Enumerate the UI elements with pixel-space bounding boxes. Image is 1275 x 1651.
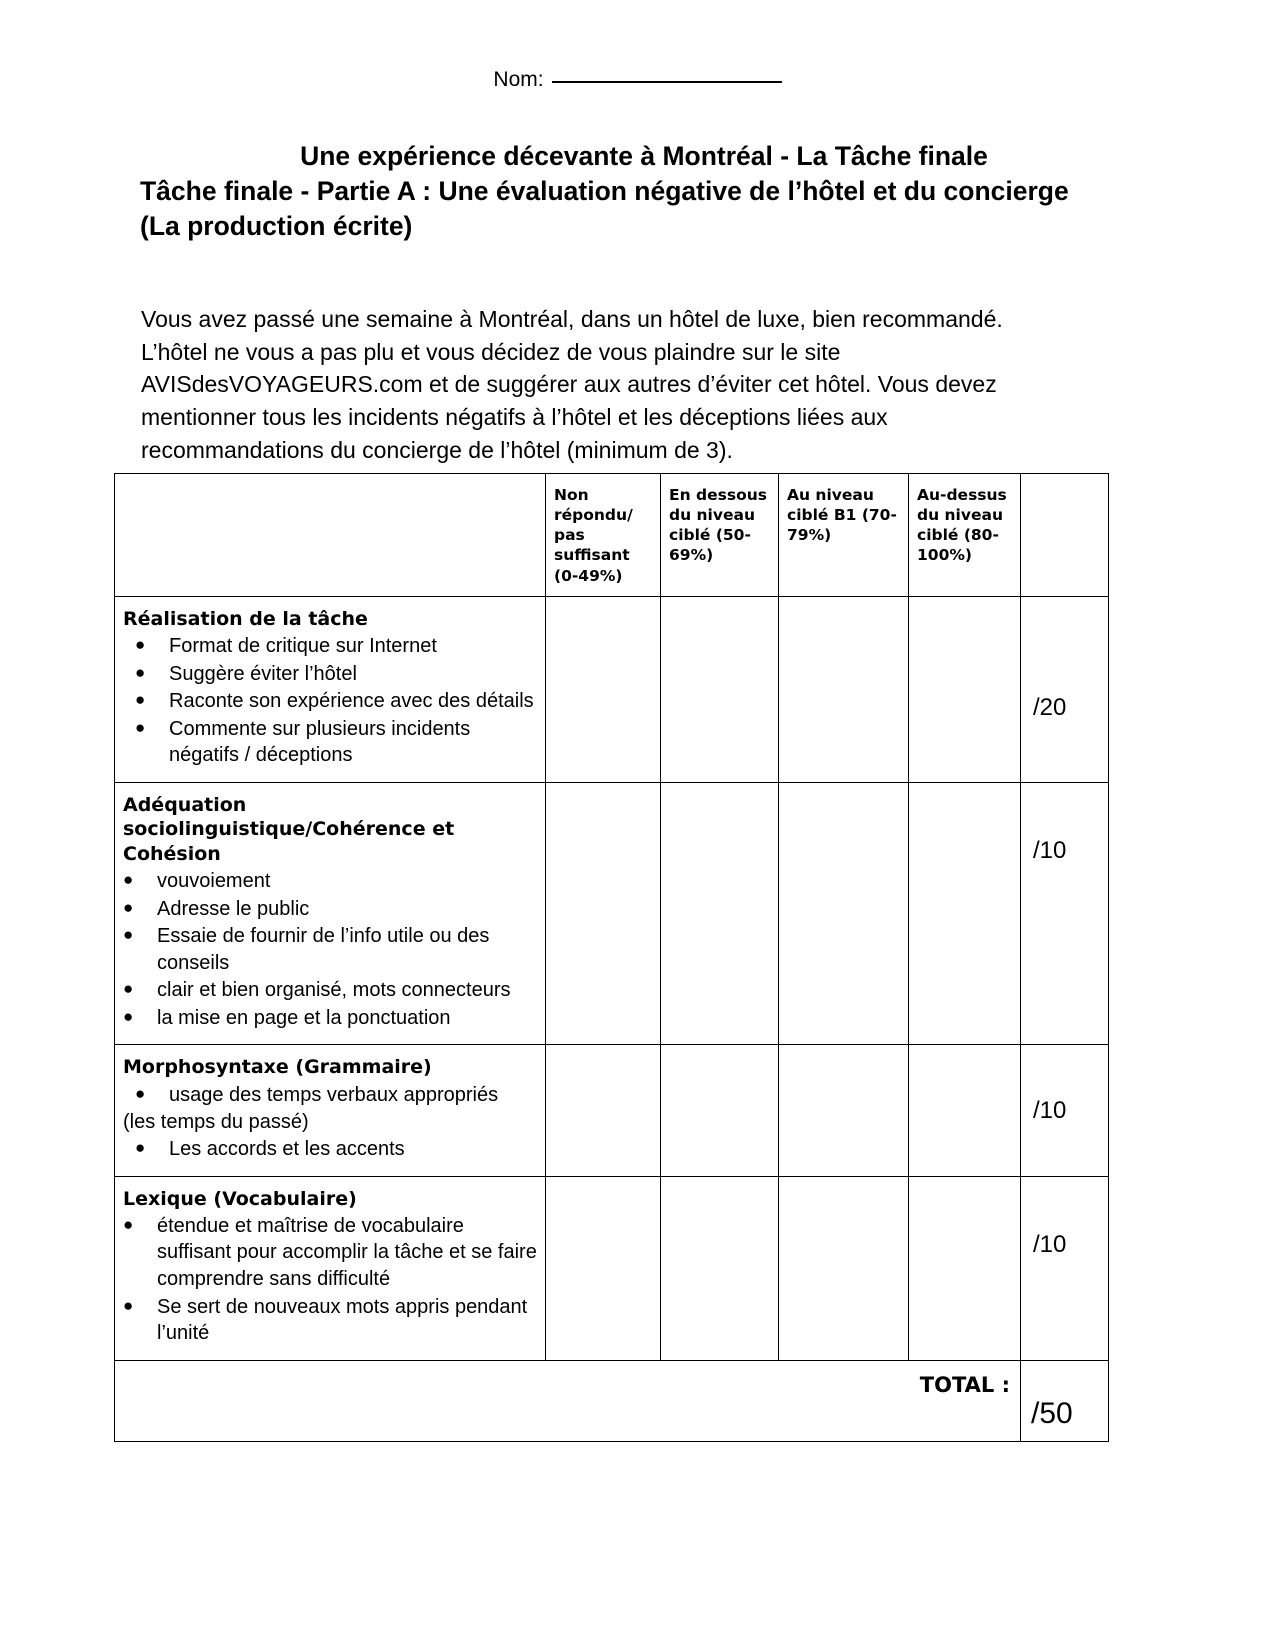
criterion-title: Réalisation de la tâche xyxy=(123,607,368,630)
score-box-level-2[interactable] xyxy=(661,1176,779,1360)
rubric-header-level-1: Non répondu/ pas suffisant (0-49%) xyxy=(546,474,661,597)
bullet-icon: ● xyxy=(123,1214,134,1234)
name-label: Nom: xyxy=(493,68,544,91)
list-item-label: Se sert de nouveaux mots appris pendant l’unité xyxy=(157,1295,528,1345)
bullet-icon: ● xyxy=(123,1295,134,1315)
points-cell[interactable] xyxy=(1021,1045,1109,1176)
list-item xyxy=(123,688,539,715)
table-row xyxy=(115,1176,1109,1360)
score-box-level-3[interactable] xyxy=(779,782,909,1045)
criterion-title: Lexique (Vocabulaire) xyxy=(123,1187,357,1210)
bullet-icon: ● xyxy=(135,1138,146,1157)
criterion-cell-realisation xyxy=(115,596,546,782)
score-box-level-2[interactable] xyxy=(661,596,779,782)
page-title: Une expérience décevante à Montréal - La Tâche finale xyxy=(300,141,988,171)
bullet-icon: ● xyxy=(135,635,146,655)
points-value: /20 xyxy=(1033,693,1067,721)
criterion-item-list xyxy=(123,633,539,769)
score-box-level-3[interactable] xyxy=(779,596,909,782)
score-box-level-3[interactable] xyxy=(779,1176,909,1360)
score-box-level-4[interactable] xyxy=(909,596,1021,782)
score-box-level-1[interactable] xyxy=(546,782,661,1045)
list-item-label: usage des temps verbaux appropriés xyxy=(169,1083,499,1106)
points-value: /10 xyxy=(1033,1097,1067,1125)
score-box-level-2[interactable] xyxy=(661,1045,779,1176)
list-item-label: étendue et maîtrise de vocabulaire suffisant pour accomplir la tâche et se faire comprendre sans difficulté xyxy=(157,1214,537,1291)
criterion-item-list-continued xyxy=(123,1136,539,1163)
criterion-item-list xyxy=(123,868,539,1032)
criterion-note: (les temps du passé) xyxy=(123,1111,309,1134)
score-box-level-2[interactable] xyxy=(661,782,779,1045)
name-field-line xyxy=(0,68,1275,92)
score-box-level-1[interactable] xyxy=(546,596,661,782)
list-item-label: clair et bien organisé, mots connecteurs xyxy=(157,979,511,1002)
list-item xyxy=(123,1082,539,1109)
points-cell[interactable] xyxy=(1021,1176,1109,1360)
rubric-header-level-2: En dessous du niveau ciblé (50-69%) xyxy=(661,474,779,597)
list-item xyxy=(123,661,539,688)
list-item-label: Suggère éviter l’hôtel xyxy=(169,662,357,685)
list-item xyxy=(123,1136,539,1163)
list-item xyxy=(123,896,539,923)
list-item-label: Adresse le public xyxy=(157,897,310,920)
rubric-header-points-blank xyxy=(1021,474,1109,597)
page-subtitle-production: (La production écrite) xyxy=(140,210,413,241)
list-item-label: Raconte son expérience avec des détails xyxy=(169,690,534,713)
points-value: /10 xyxy=(1033,836,1067,864)
bullet-icon: ● xyxy=(123,1006,134,1026)
task-instructions-paragraph: Vous avez passé une semaine à Montréal, dans un hôtel de luxe, bien recommandé. L’hôtel ne vous a pas plu et vous décidez de vous plaindre sur le site AVISdesVOYAGEURS.com et de suggérer aux autres d’éviter cet hôtel. Vous devez mentionner tous les incidents négatifs à l’hôtel et les déceptions liées aux recommandations du concierge de l’hôtel (minimum de 3). xyxy=(141,306,1003,463)
list-item-label: Essaie de fournir de l’info utile ou des conseils xyxy=(157,925,490,974)
score-box-level-3[interactable] xyxy=(779,1045,909,1176)
table-row xyxy=(115,782,1109,1045)
bullet-icon: ● xyxy=(135,690,146,710)
bullet-icon: ● xyxy=(123,979,134,999)
bullet-icon: ● xyxy=(123,925,134,945)
list-item xyxy=(123,716,539,769)
criterion-item-list xyxy=(123,1082,539,1109)
criterion-title: Morphosyntaxe (Grammaire) xyxy=(123,1056,432,1079)
points-value: /10 xyxy=(1033,1230,1067,1258)
list-item-label: la mise en page et la ponctuation xyxy=(157,1006,451,1029)
criterion-cell-adequation xyxy=(115,782,546,1045)
rubric-table xyxy=(114,473,1109,1442)
bullet-icon: ● xyxy=(123,869,134,889)
rubric-header-criteria-blank xyxy=(115,474,546,597)
criterion-title: Adéquation sociolinguistique/Cohérence et Cohésion xyxy=(123,793,455,865)
rubric-table-container xyxy=(114,473,1108,1442)
bullet-icon: ● xyxy=(135,717,146,737)
points-cell[interactable] xyxy=(1021,782,1109,1045)
page-subtitle-part-a: Tâche finale - Partie A : Une évaluation négative de l’hôtel et du concierge xyxy=(140,176,1069,207)
list-item-label: Commente sur plusieurs incidents négatifs / déceptions xyxy=(169,717,471,767)
score-box-level-4[interactable] xyxy=(909,782,1021,1045)
score-box-level-4[interactable] xyxy=(909,1176,1021,1360)
rubric-header-level-4: Au-dessus du niveau ciblé (80-100%) xyxy=(909,474,1021,597)
rubric-total-row xyxy=(115,1360,1109,1441)
bullet-icon: ● xyxy=(135,662,146,682)
criterion-item-list xyxy=(123,1213,539,1347)
list-item-label: vouvoiement xyxy=(157,869,271,892)
criterion-cell-lexique xyxy=(115,1176,546,1360)
list-item xyxy=(123,1005,539,1032)
score-box-level-4[interactable] xyxy=(909,1045,1021,1176)
list-item-label: Les accords et les accents xyxy=(169,1137,405,1160)
total-points-value[interactable]: /50 xyxy=(1021,1360,1109,1441)
title-block xyxy=(140,140,1140,243)
list-item xyxy=(123,923,539,976)
list-item xyxy=(123,633,539,660)
score-box-level-1[interactable] xyxy=(546,1045,661,1176)
list-item xyxy=(123,1294,539,1347)
list-item xyxy=(123,868,539,895)
total-label: TOTAL : xyxy=(115,1360,1021,1441)
table-row xyxy=(115,596,1109,782)
list-item xyxy=(123,977,539,1004)
list-item xyxy=(123,1213,539,1293)
rubric-header-row xyxy=(115,474,1109,597)
criterion-cell-morphosyntaxe xyxy=(115,1045,546,1176)
table-row xyxy=(115,1045,1109,1176)
bullet-icon: ● xyxy=(135,1083,146,1103)
bullet-icon: ● xyxy=(123,897,134,917)
list-item-label: Format de critique sur Internet xyxy=(169,635,437,658)
name-blank-rule[interactable] xyxy=(552,81,782,83)
points-cell[interactable] xyxy=(1021,596,1109,782)
rubric-header-level-3: Au niveau ciblé B1 (70-79%) xyxy=(779,474,909,597)
score-box-level-1[interactable] xyxy=(546,1176,661,1360)
